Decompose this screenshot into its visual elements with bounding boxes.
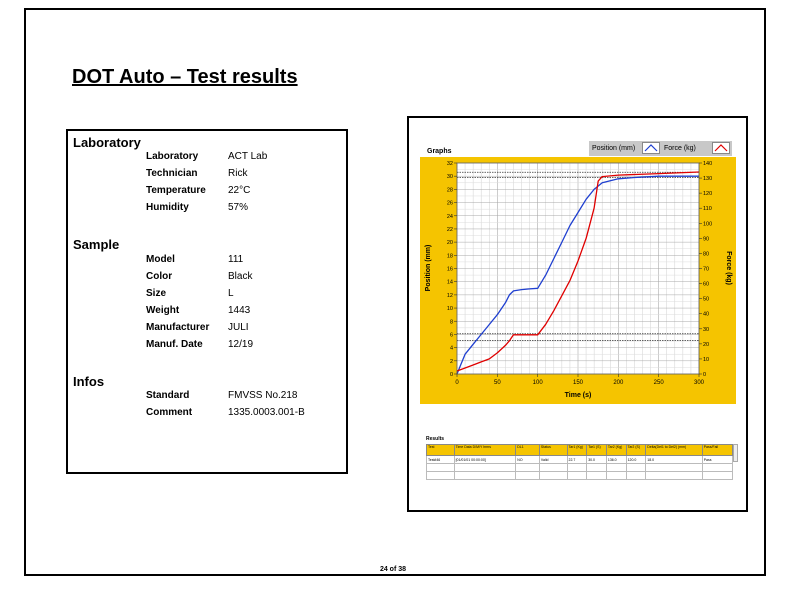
results-cell: 22.7 xyxy=(567,456,587,464)
info-label: Temperature xyxy=(146,185,206,196)
y2-tick-label: 130 xyxy=(703,176,713,183)
results-cell xyxy=(567,472,587,480)
results-heading: Results xyxy=(426,436,445,442)
results-column-header: Test xyxy=(427,445,455,456)
results-cell xyxy=(587,464,607,472)
x-tick-label: 100 xyxy=(532,380,543,386)
results-column-header: Pass/Fail xyxy=(702,445,732,456)
results-cell: 30.0 xyxy=(587,456,607,464)
y2-tick-label: 80 xyxy=(703,251,710,258)
y-tick-label: 2 xyxy=(449,358,453,365)
info-label: Manufacturer xyxy=(146,322,210,333)
results-cell xyxy=(454,464,516,472)
y-tick-label: 24 xyxy=(446,213,453,220)
y-tick-label: 22 xyxy=(446,226,453,233)
y-tick-label: 18 xyxy=(446,253,453,260)
results-column-header: Status xyxy=(539,445,567,456)
results-cell xyxy=(606,472,626,480)
y-tick-label: 30 xyxy=(446,174,453,181)
legend-position-swatch xyxy=(642,142,660,154)
y2-tick-label: 100 xyxy=(703,221,713,228)
results-cell xyxy=(646,472,702,480)
infos-heading: Infos xyxy=(73,374,105,389)
results-header-row xyxy=(427,445,733,456)
legend-position-label: Position (mm) xyxy=(592,145,636,152)
y-tick-label: 8 xyxy=(449,319,453,326)
info-label: Manuf. Date xyxy=(146,339,203,350)
results-cell: Test#46 xyxy=(427,456,455,464)
results-column-header: Tar2 (S) xyxy=(626,445,646,456)
results-cell xyxy=(516,472,540,480)
y-tick-label: 20 xyxy=(446,240,453,247)
results-table xyxy=(426,444,733,480)
results-column-header: Delta(Del1 to Del2) (mm) xyxy=(646,445,702,456)
results-cell: 120.0 xyxy=(626,456,646,464)
info-value: 22°C xyxy=(228,185,251,196)
results-cell xyxy=(606,464,626,472)
info-value: FMVSS No.218 xyxy=(228,390,298,401)
results-cell xyxy=(516,464,540,472)
info-value: 57% xyxy=(228,202,249,213)
info-value: 111 xyxy=(228,254,244,265)
results-column-header: Tar1 (Kg) xyxy=(567,445,587,456)
info-value: 1335.0003.001-B xyxy=(228,407,305,418)
y2-tick-label: 70 xyxy=(703,266,710,273)
results-row[interactable] xyxy=(427,456,733,464)
info-label: Model xyxy=(146,254,175,265)
y-tick-label: 0 xyxy=(449,372,453,378)
y-axis-label: Position (mm) xyxy=(425,244,432,292)
info-label: Color xyxy=(146,271,173,282)
info-value: L xyxy=(228,288,234,299)
results-empty-row xyxy=(427,464,733,472)
y2-tick-label: 10 xyxy=(703,356,710,363)
y-tick-label: 26 xyxy=(446,200,453,207)
results-empty-row xyxy=(427,472,733,480)
info-label: Standard xyxy=(146,390,190,401)
info-label: Size xyxy=(146,288,167,299)
y2-tick-label: 110 xyxy=(703,206,712,213)
y-tick-label: 10 xyxy=(446,306,453,313)
y2-tick-label: 30 xyxy=(703,326,710,333)
results-cell xyxy=(702,464,732,472)
results-cell xyxy=(702,472,732,480)
results-cell xyxy=(567,464,587,472)
x-tick-label: 150 xyxy=(572,380,584,386)
info-value: JULI xyxy=(228,322,249,333)
results-cell xyxy=(427,472,455,480)
info-value: Rick xyxy=(228,168,248,179)
results-cell: 18.0 xyxy=(646,456,702,464)
results-cell xyxy=(626,464,646,472)
position-force-chart xyxy=(420,157,736,404)
results-cell xyxy=(539,472,567,480)
results-scrollbar[interactable] xyxy=(733,444,738,462)
info-value: Black xyxy=(228,271,253,282)
results-cell: 136.0 xyxy=(606,456,626,464)
x-tick-label: 300 xyxy=(693,380,705,386)
y-tick-label: 16 xyxy=(446,266,453,273)
y2-tick-label: 90 xyxy=(703,236,710,243)
x-tick-label: 0 xyxy=(455,380,459,386)
legend-force-label: Force (kg) xyxy=(664,145,696,152)
results-cell: [01/01/01 00:00:00] xyxy=(454,456,516,464)
y2-tick-label: 120 xyxy=(703,191,713,198)
results-cell xyxy=(427,464,455,472)
info-value: 12/19 xyxy=(228,339,254,350)
x-tick-label: 250 xyxy=(653,380,664,386)
results-cell xyxy=(539,464,567,472)
y-tick-label: 6 xyxy=(449,332,453,339)
x-axis-label: Time (s) xyxy=(564,392,592,399)
test-info-panel xyxy=(66,129,348,474)
y2-tick-label: 50 xyxy=(703,296,710,303)
results-cell: Valid xyxy=(539,456,567,464)
info-label: Technician xyxy=(146,168,198,179)
results-cell xyxy=(646,464,702,472)
document-title: DOT Auto – Test results xyxy=(72,66,298,88)
y-tick-label: 32 xyxy=(446,161,453,167)
y-tick-label: 12 xyxy=(446,292,453,299)
results-cell xyxy=(454,472,516,480)
chart-legend xyxy=(589,141,732,156)
info-label: Laboratory xyxy=(146,151,199,162)
results-cell: Pass xyxy=(702,456,732,464)
legend-force-swatch xyxy=(712,142,730,154)
results-cell xyxy=(626,472,646,480)
y2-tick-label: 0 xyxy=(703,372,707,378)
info-label: Comment xyxy=(146,407,193,418)
results-cell: NO xyxy=(516,456,540,464)
x-tick-label: 200 xyxy=(613,380,624,386)
graphs-heading: Graphs xyxy=(427,148,452,155)
info-value: ACT Lab xyxy=(228,151,268,162)
y2-tick-label: 20 xyxy=(703,341,710,348)
y-tick-label: 4 xyxy=(449,345,453,352)
results-cell xyxy=(587,472,607,480)
sample-heading: Sample xyxy=(73,237,120,252)
y-tick-label: 28 xyxy=(446,187,453,194)
graph-panel xyxy=(407,116,748,512)
results-column-header: DL1 xyxy=(516,445,540,456)
info-value: 1443 xyxy=(228,305,251,316)
y-tick-label: 14 xyxy=(446,279,453,286)
page-number: 24 of 38 xyxy=(379,566,407,573)
y2-axis-label: Force (kg) xyxy=(725,251,732,285)
x-tick-label: 50 xyxy=(493,380,501,386)
y2-tick-label: 60 xyxy=(703,281,710,288)
info-label: Weight xyxy=(146,305,180,316)
y2-tick-label: 40 xyxy=(703,311,710,318)
laboratory-heading: Laboratory xyxy=(73,135,141,150)
results-column-header: Tar1 (S) xyxy=(587,445,607,456)
info-label: Humidity xyxy=(146,202,189,213)
results-column-header: Time Data D/M/Y hrms xyxy=(454,445,516,456)
results-column-header: Tar2 (Kg) xyxy=(606,445,626,456)
y2-tick-label: 140 xyxy=(703,161,713,167)
